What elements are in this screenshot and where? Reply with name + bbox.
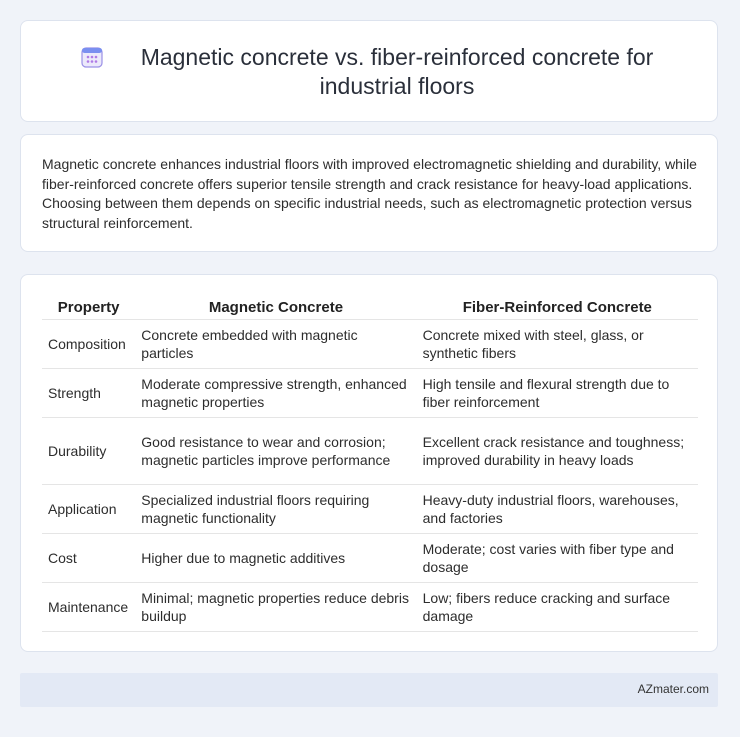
row-magnetic-value: Higher due to magnetic additives	[135, 534, 416, 583]
table-row	[42, 418, 698, 485]
page-title-text: Magnetic concrete vs. fiber-reinforced concrete for industrial floors	[140, 44, 654, 99]
table-row	[42, 534, 698, 583]
footer-bar	[20, 673, 718, 707]
header-property: Property	[42, 295, 135, 320]
description-text: Magnetic concrete enhances industrial floors with improved electromagnetic shielding and durability, while fiber-reinforced concrete offers superior tensile strength and crack resistance for heavy-load applications. Choosing between them depends on specific industrial needs, such as electromagnetic protection versus structural reinforcement.	[42, 156, 697, 231]
row-fiber-value: Moderate; cost varies with fiber type and dosage	[417, 534, 698, 583]
row-property: Maintenance	[42, 583, 135, 632]
row-property: Application	[42, 485, 135, 534]
row-fiber-value: High tensile and flexural strength due to fiber reinforcement	[417, 369, 698, 418]
table-row	[42, 583, 698, 632]
row-magnetic-value: Specialized industrial floors requiring magnetic functionality	[135, 485, 416, 534]
title-card	[20, 20, 718, 122]
comparison-table	[42, 295, 698, 632]
comparison-table-card	[20, 274, 718, 652]
table-row	[42, 369, 698, 418]
row-magnetic-value: Moderate compressive strength, enhanced magnetic properties	[135, 369, 416, 418]
page-title	[21, 43, 717, 101]
footer-brand: AZmater.com	[637, 682, 709, 696]
description-card	[20, 134, 718, 252]
row-fiber-value: Concrete mixed with steel, glass, or synthetic fibers	[417, 320, 698, 369]
row-magnetic-value: Concrete embedded with magnetic particles	[135, 320, 416, 369]
table-row	[42, 320, 698, 369]
header-fiber-reinforced-concrete: Fiber-Reinforced Concrete	[417, 295, 698, 320]
table-header-row	[42, 295, 698, 320]
row-property: Durability	[42, 418, 135, 485]
row-property: Composition	[42, 320, 135, 369]
row-property: Cost	[42, 534, 135, 583]
row-magnetic-value: Good resistance to wear and corrosion; magnetic particles improve performance	[135, 418, 416, 485]
row-fiber-value: Low; fibers reduce cracking and surface damage	[417, 583, 698, 632]
row-fiber-value: Excellent crack resistance and toughness; improved durability in heavy loads	[417, 418, 698, 485]
row-magnetic-value: Minimal; magnetic properties reduce debris buildup	[135, 583, 416, 632]
row-property: Strength	[42, 369, 135, 418]
row-fiber-value: Heavy-duty industrial floors, warehouses, and factories	[417, 485, 698, 534]
table-row	[42, 485, 698, 534]
header-magnetic-concrete: Magnetic Concrete	[135, 295, 416, 320]
